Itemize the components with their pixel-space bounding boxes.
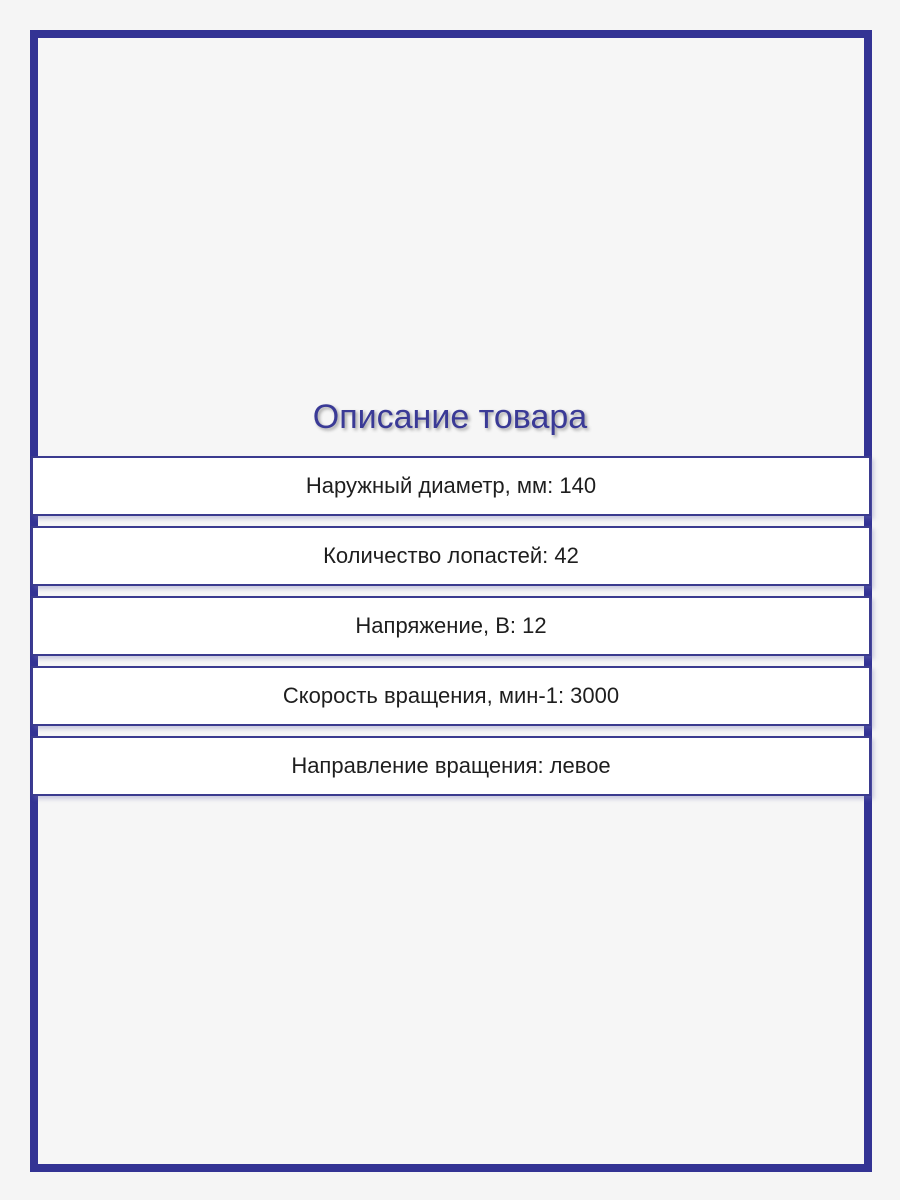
spec-row-rotation-speed: Скорость вращения, мин-1: 3000 (31, 666, 871, 726)
spec-row-outer-diameter: Наружный диаметр, мм: 140 (31, 456, 871, 516)
section-title: Описание товара (312, 398, 588, 436)
spec-row-voltage: Напряжение, В: 12 (31, 596, 871, 656)
spec-row-rotation-direction: Направление вращения: левое (31, 736, 871, 796)
spec-row-blade-count: Количество лопастей: 42 (31, 526, 871, 586)
spec-list (31, 456, 871, 806)
